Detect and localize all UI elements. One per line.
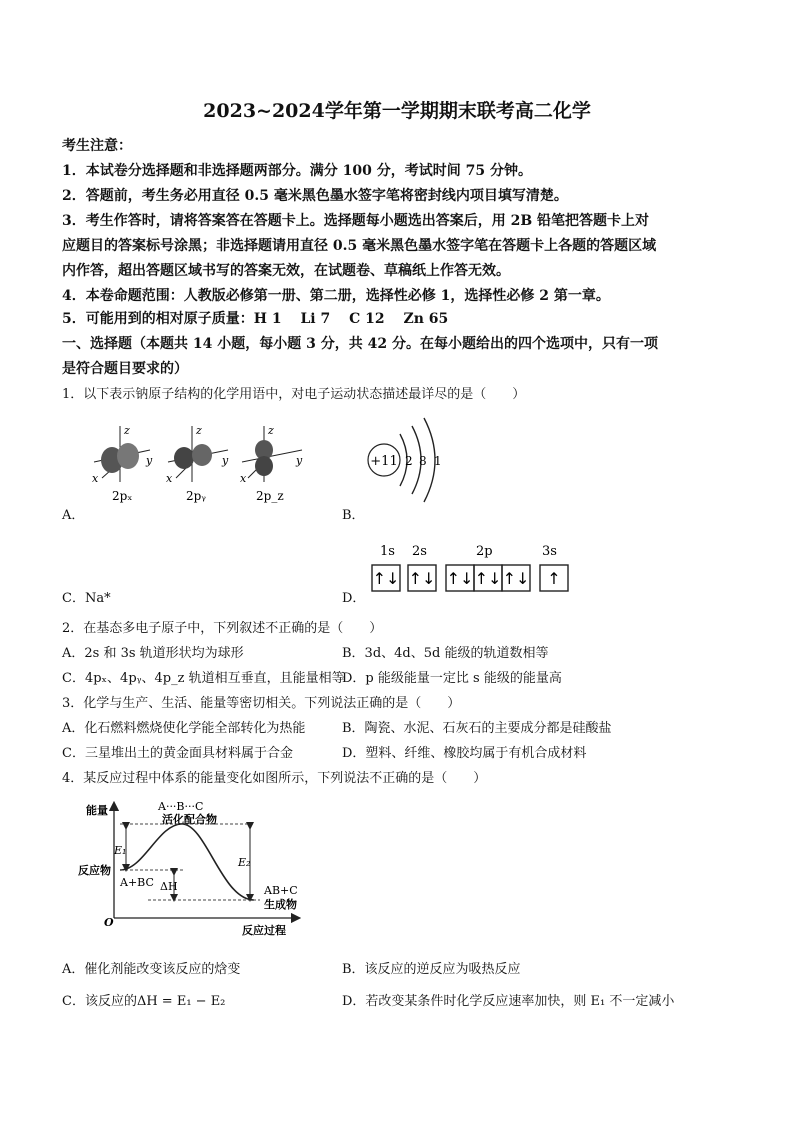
- orbital-label: 2pₓ: [112, 489, 133, 503]
- question-3-stem: 3．化学与生产、生活、能量等密切相关。下列说法正确的是（ ）: [62, 696, 461, 711]
- nucleus-charge: +11: [370, 454, 398, 469]
- orbital-2px: [92, 424, 153, 503]
- delta-h-label: ΔH: [160, 880, 178, 893]
- q2-option-d: D．p 能级能量一定比 s 能级的能量高: [342, 671, 562, 686]
- axis-z: z: [124, 424, 130, 437]
- q4-option-b: B．该反应的逆反应为吸热反应: [342, 962, 521, 977]
- complex-formula: A···B···C: [158, 800, 204, 813]
- section-heading: 一、选择题（本题共 14 小题，每小题 3 分，共 42 分。在每小题给出的四个选项中，只有一项: [62, 336, 658, 352]
- axis-x: x: [166, 472, 173, 485]
- q1-option-a: A．: [62, 508, 85, 523]
- q2-option-b: B．3d、4d、5d 能级的轨道数相等: [342, 646, 549, 661]
- electron-arrows: ↑↓: [474, 569, 502, 588]
- shell-electrons: 1: [434, 454, 442, 468]
- electron-arrows: ↑↓: [502, 569, 530, 588]
- notice-line: 3．考生作答时，请将答案答在答题卡上。选择题每小题选出答案后，用 2B 铅笔把答题卡上对: [62, 213, 650, 229]
- axis-y: y: [222, 454, 229, 467]
- axis-y: y: [146, 454, 153, 467]
- q4-option-a: A．催化剂能改变该反应的焓变: [62, 962, 241, 977]
- notice-line: 5．可能用到的相对原子质量：H 1 Li 7 C 12 Zn 65: [62, 311, 449, 327]
- orbital-2py: [166, 424, 229, 503]
- sublevel-label: 2p: [476, 544, 493, 559]
- section-heading: 是符合题目要求的）: [62, 361, 188, 377]
- axis-z: z: [196, 424, 202, 437]
- orbital-figure: [88, 420, 310, 515]
- energy-diagram: [64, 790, 314, 950]
- electron-arrows: ↑↓: [408, 569, 436, 588]
- orbital-box-diagram: [368, 540, 578, 598]
- axis-x: x: [240, 472, 247, 485]
- axis-y: y: [296, 454, 303, 467]
- e2-label: E₂: [238, 856, 251, 869]
- notice-line: 2．答题前，考生务必用直径 0.5 毫米黑色墨水签字笔将密封线内项目填写清楚。: [62, 188, 568, 204]
- origin-label: O: [104, 916, 114, 929]
- question-1-stem: 1．以下表示钠原子结构的化学用语中，对电子运动状态描述最详尽的是（ ）: [62, 387, 526, 402]
- electron-arrows: ↑: [547, 569, 561, 588]
- q3-option-b: B．陶瓷、水泥、石灰石的主要成分都是硅酸盐: [342, 721, 612, 736]
- orbital-2pz: [240, 424, 303, 503]
- question-4-stem: 4．某反应过程中体系的能量变化如图所示，下列说法不正确的是（ ）: [62, 771, 487, 786]
- reactant-formula: A+BC: [120, 876, 154, 889]
- notice-line: 1．本试卷分选择题和非选择题两部分。满分 100 分，考试时间 75 分钟。: [62, 163, 532, 179]
- e1-label: E₁: [114, 844, 127, 857]
- notice-line: 应题目的答案标号涂黑；非选择题请用直径 0.5 毫米黑色墨水签字笔在答题卡上各题的答题区域: [62, 238, 657, 254]
- y-axis-label: 能量: [86, 804, 108, 817]
- complex-label: 活化配合物: [162, 813, 217, 826]
- electron-arrows: ↑↓: [446, 569, 474, 588]
- notice-heading: 考生注意：: [62, 138, 132, 154]
- q1-option-c: C．Na*: [62, 591, 111, 606]
- product-formula: AB+C: [264, 884, 298, 897]
- q3-option-a: A．化石燃料燃烧使化学能全部转化为热能: [62, 721, 306, 736]
- reactant-label: 反应物: [78, 864, 111, 877]
- shell-electrons: 8: [419, 454, 427, 468]
- q1-option-d: D．: [342, 591, 366, 606]
- q2-option-c: C．4pₓ、4pᵧ、4p_z 轨道相互垂直，且能量相等: [62, 671, 345, 686]
- page-title: 2023~2024学年第一学期期末联考高二化学: [203, 100, 591, 122]
- sublevel-label: 2s: [412, 544, 427, 559]
- atom-structure-diagram: [364, 412, 454, 512]
- product-label: 生成物: [264, 898, 297, 911]
- q3-option-c: C．三星堆出土的黄金面具材料属于合金: [62, 746, 293, 761]
- axis-x: x: [92, 472, 99, 485]
- orbital-label: 2p_z: [256, 489, 284, 503]
- axis-z: z: [268, 424, 274, 437]
- q3-option-d: D．塑料、纤维、橡胶均属于有机合成材料: [342, 746, 587, 761]
- q4-option-c: C．该反应的ΔH = E₁ − E₂: [62, 994, 226, 1009]
- q1-option-b: B．: [342, 508, 365, 523]
- x-axis-label: 反应过程: [242, 924, 286, 937]
- notice-line: 内作答，超出答题区域书写的答案无效，在试题卷、草稿纸上作答无效。: [62, 263, 510, 279]
- orbital-label: 2pᵧ: [186, 489, 206, 503]
- electron-arrows: ↑↓: [372, 569, 400, 588]
- q2-option-a: A．2s 和 3s 轨道形状均为球形: [62, 646, 244, 661]
- q4-option-d: D．若改变某条件时化学反应速率加快，则 E₁ 不一定减小: [342, 994, 675, 1009]
- sublevel-label: 3s: [542, 544, 557, 559]
- sublevel-label: 1s: [380, 544, 395, 559]
- question-2-stem: 2．在基态多电子原子中，下列叙述不正确的是（ ）: [62, 621, 383, 636]
- shell-electrons: 2: [405, 454, 413, 468]
- notice-line: 4．本卷命题范围：人教版必修第一册、第二册，选择性必修 1，选择性必修 2 第一章。: [62, 288, 610, 304]
